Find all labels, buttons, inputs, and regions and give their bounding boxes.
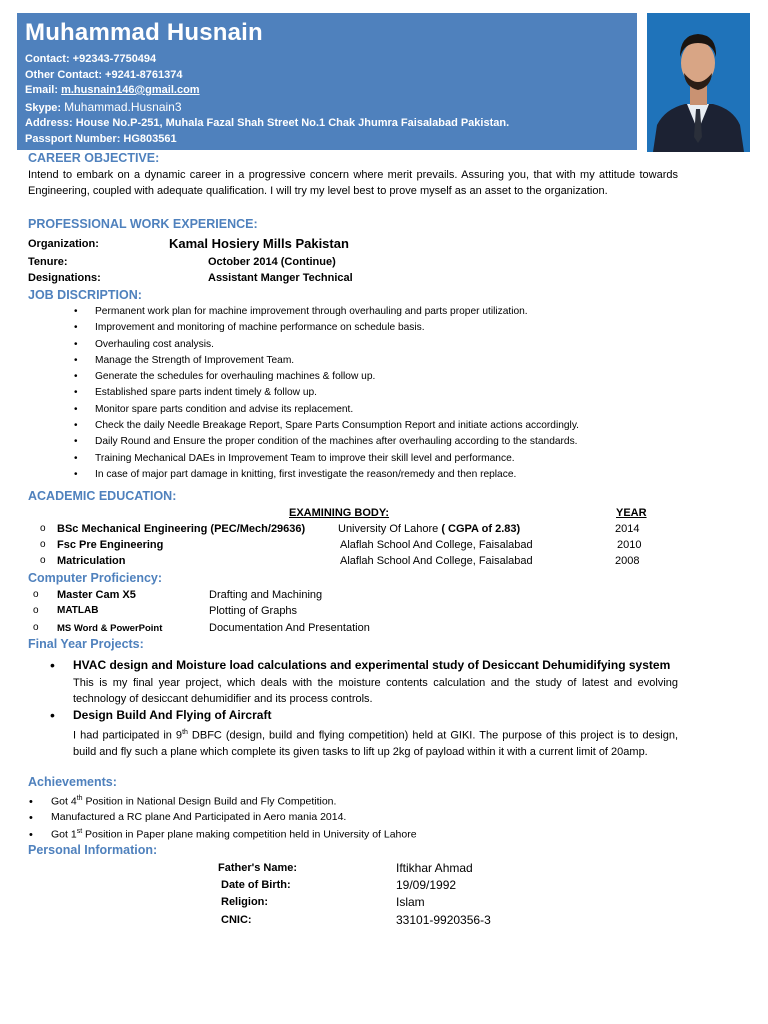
list-item: • Permanent work plan for machine improvement through overhauling and parts proper utilization. — [74, 306, 528, 317]
circle-bullet-icon: o — [33, 605, 39, 616]
career-objective-heading: CAREER OBJECTIVE: — [28, 151, 160, 165]
candidate-name: Muhammad Husnain — [25, 19, 263, 46]
software-name: MATLAB — [57, 605, 99, 616]
bullet-icon: • — [74, 306, 78, 317]
bullet-icon: • — [29, 812, 33, 824]
education-degree: Fsc Pre Engineering — [57, 539, 164, 551]
email-line — [25, 84, 200, 96]
examining-body-header: EXAMINING BODY: — [289, 507, 390, 519]
career-objective-text: Intend to embark on a dynamic career in a progressive concern where merit prevails. Assuring you, that with my attitude towards Engineering, coupled with adequate qualification. I will try my level best to prove myself as an asset to the organization. — [28, 169, 678, 197]
education-body: University Of Lahore ( CGPA of 2.83) — [338, 523, 521, 535]
skype-id: Muhammad.Husnain3 — [64, 100, 182, 114]
software-name: Master Cam X5 — [57, 589, 136, 601]
list-item: • In case of major part damage in knitting, first investigate the reason/remedy and then replace. — [74, 468, 517, 480]
bullet-icon: • — [74, 452, 78, 464]
passport-line: Passport Number: HG803561 — [25, 133, 177, 145]
bullet-icon: • — [50, 707, 55, 723]
list-item: • Improvement and monitoring of machine performance on schedule basis. — [74, 322, 425, 334]
list-item: • Check the daily Needle Breakage Report, Spare Parts Consumption Report and initiate actions accordingly. — [74, 420, 579, 432]
circle-bullet-icon: o — [40, 539, 46, 550]
project-title: HVAC design and Moisture load calculations and experimental study of Desiccant Dehumidifying system — [73, 658, 671, 672]
software-skill: Drafting and Machining — [209, 589, 323, 601]
software-name: MS Word & PowerPoint — [57, 623, 163, 634]
achievement-item: Manufactured a RC plane And Participated in Aero mania 2014. — [51, 811, 347, 823]
projects-heading: Final Year Projects: — [28, 637, 144, 651]
personal-label: Religion: — [221, 896, 269, 908]
list-item: • Overhauling cost analysis. — [74, 338, 214, 350]
skype-line — [25, 100, 182, 114]
education-year: 2010 — [617, 539, 642, 551]
software-skill: Plotting of Graphs — [209, 605, 298, 617]
skype-label: Skype: — [25, 102, 65, 114]
personal-value: 33101-9920356-3 — [396, 913, 491, 927]
bullet-icon: • — [74, 338, 78, 350]
achievements-heading: Achievements: — [28, 775, 117, 789]
other-contact-line: Other Contact: +9241-8761374 — [25, 69, 183, 81]
circle-bullet-icon: o — [33, 622, 39, 633]
education-body: Alaflah School And College, Faisalabad — [340, 539, 533, 551]
project-title: Design Build And Flying of Aircraft — [73, 708, 272, 722]
designation-value: Assistant Manger Technical — [208, 272, 353, 284]
organization-value: Kamal Hosiery Mills Pakistan — [169, 236, 349, 251]
bullet-icon: • — [74, 420, 78, 432]
education-year: 2014 — [615, 523, 640, 535]
job-description-list — [74, 306, 579, 485]
experience-heading: PROFESSIONAL WORK EXPERIENCE: — [28, 217, 258, 231]
bullet-icon: • — [29, 829, 33, 841]
education-body: Alaflah School And College, Faisalabad — [340, 555, 533, 567]
circle-bullet-icon: o — [33, 589, 39, 600]
personal-label: Father's Name: — [218, 862, 298, 874]
personal-label: Date of Birth: — [221, 879, 291, 891]
profile-photo — [647, 13, 750, 152]
list-item: • Established spare parts indent timely & follow up. — [74, 387, 317, 399]
education-heading: ACADEMIC EDUCATION: — [28, 489, 177, 503]
job-description-heading: JOB DISCRIPTION: — [28, 288, 142, 302]
header-banner — [17, 13, 637, 150]
achievement-item: Got 1st Position in Paper plane making competition held in University of Lahore — [51, 828, 417, 841]
year-header: YEAR — [616, 507, 647, 519]
circle-bullet-icon: o — [40, 555, 46, 566]
project-description: This is my final year project, which deals with the moisture contents calculation and the study of latest and evolving technology of desiccant dehumidifier and its process controls. — [73, 677, 678, 705]
bullet-icon: • — [74, 354, 78, 366]
bullet-icon: • — [74, 403, 78, 415]
education-year: 2008 — [615, 555, 640, 567]
software-skill: Documentation And Presentation — [209, 622, 370, 634]
education-degree: Matriculation — [57, 555, 126, 567]
personal-label: CNIC: — [221, 914, 252, 926]
address-line: Address: House No.P-251, Muhala Fazal Shah Street No.1 Chak Jhumra Faisalabad Pakistan. — [25, 117, 510, 129]
bullet-icon: • — [74, 436, 78, 448]
achievement-item: Got 4th Position in National Design Build and Fly Competition. — [51, 795, 337, 808]
organization-label: Organization: — [28, 238, 99, 250]
list-item: • Monitor spare parts condition and advise its replacement. — [74, 403, 354, 415]
bullet-icon: • — [74, 468, 78, 480]
project-description: I had participated in 9th DBFC (design, build and flying competition) held at GIKI. The purpose of this project is to design, build and fly such a plane which complete its given tasks to lift up 2kg of payload within it with a current limit of 20amp. — [73, 729, 679, 759]
personal-value: Iftikhar Ahmad — [396, 861, 473, 875]
tenure-label: Tenure: — [28, 256, 68, 268]
bullet-icon: • — [50, 657, 55, 673]
list-item: • Daily Round and Ensure the proper condition of the machines after overhauling according to the standards. — [74, 436, 578, 448]
circle-bullet-icon: o — [40, 523, 46, 534]
bullet-icon: • — [74, 387, 78, 399]
email-label: Email: — [25, 84, 62, 96]
email-link[interactable]: m.husnain146@gmail.com — [61, 84, 200, 96]
list-item: • Training Mechanical DAEs in Improvement Team to improve their skill level and performance. — [74, 452, 515, 464]
education-degree: BSc Mechanical Engineering (PEC/Mech/29636) — [57, 523, 306, 535]
personal-value: Islam — [396, 895, 425, 909]
personal-value: 19/09/1992 — [396, 878, 457, 892]
list-item: • Manage the Strength of Improvement Team. — [74, 354, 295, 366]
bullet-icon: • — [29, 796, 33, 808]
contact-line: Contact: +92343-7750494 — [25, 53, 157, 65]
designation-label: Designations: — [28, 272, 101, 284]
bullet-icon: • — [74, 322, 78, 334]
tenure-value: October 2014 (Continue) — [208, 256, 336, 268]
computer-proficiency-heading: Computer Proficiency: — [28, 571, 163, 585]
bullet-icon: • — [74, 371, 78, 383]
personal-info-heading: Personal Information: — [28, 843, 158, 857]
list-item: • Generate the schedules for overhauling machines & follow up. — [74, 371, 376, 383]
